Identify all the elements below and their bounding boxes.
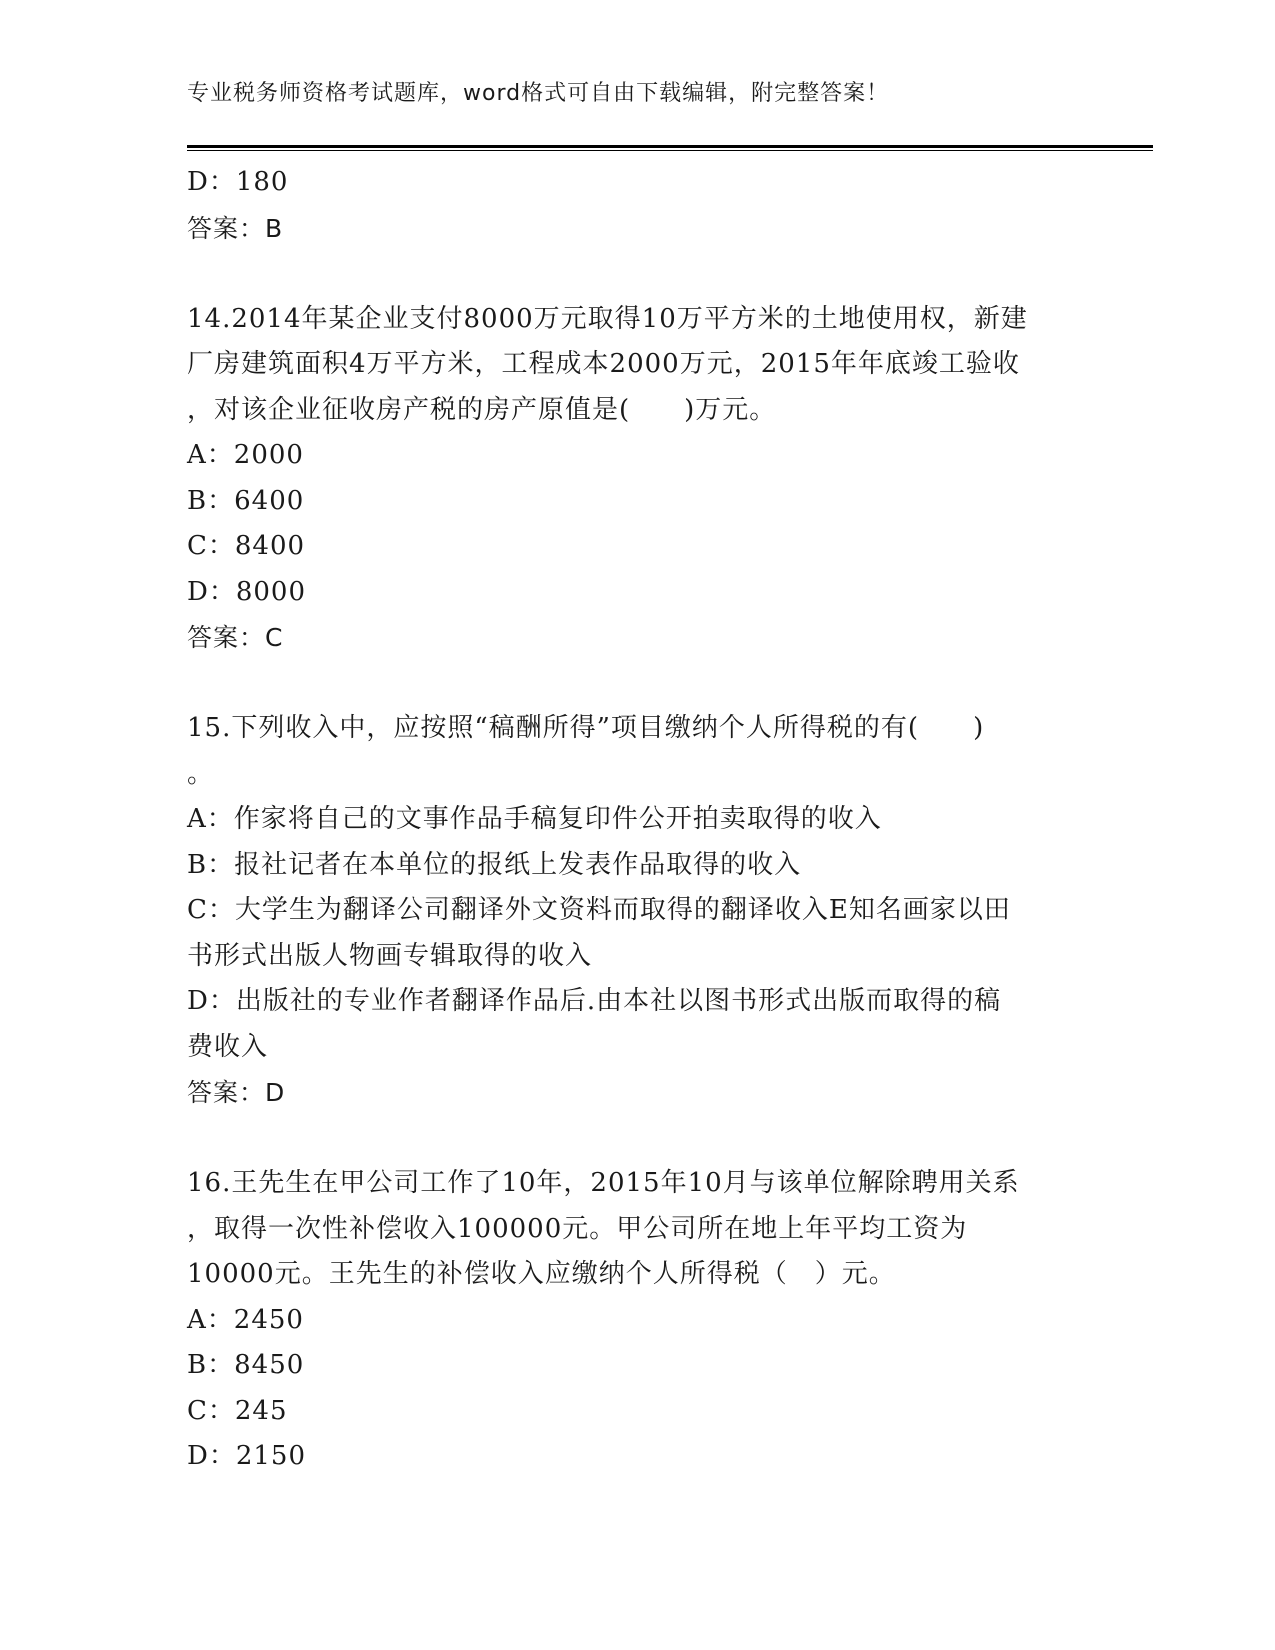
q14-text-line: 厂房建筑面积4万平方米，工程成本2000万元，2015年年底竣工验收 — [187, 349, 1020, 379]
q13-answer: 答案：B — [187, 213, 284, 243]
q15-option-d-cont: 费收入 — [187, 1031, 269, 1062]
q16-option-a: A：2450 — [187, 1304, 304, 1335]
q16-option-b: B：8450 — [187, 1350, 305, 1380]
q14-option-b: B：6400 — [187, 485, 305, 516]
page-header: 专业税务师资格考试题库，word格式可自由下载编辑，附完整答案！ — [187, 81, 890, 106]
q16-option-c: C：245 — [187, 1395, 288, 1426]
q14-option-d: D：8000 — [187, 576, 307, 607]
q14-option-c: C：8400 — [187, 531, 306, 561]
header-rule — [187, 145, 1153, 148]
q15-option-a: A：作家将自己的文事作品手稿复印件公开拍卖取得的收入 — [187, 804, 882, 834]
q16-option-d: D：2150 — [187, 1441, 307, 1471]
q14-text-line: ，对该企业征收房产税的房产原值是( )万元。 — [187, 394, 777, 425]
q16-text-line: ，取得一次性补偿收入100000元。甲公司所在地上年平均工资为 — [187, 1213, 968, 1244]
q15-text-line: 15.下列收入中，应按照“稿酬所得”项目缴纳个人所得税的有( ) — [187, 713, 985, 743]
q14-answer: 答案：C — [187, 623, 284, 652]
q15-option-d: D：出版社的专业作者翻译作品后.由本社以图书形式出版而取得的稿 — [187, 986, 1002, 1016]
q16-text-line: 16.王先生在甲公司工作了10年，2015年10月与该单位解除聘用关系 — [187, 1168, 1020, 1198]
q14-text-line: 14.2014年某企业支付8000万元取得10万平方米的土地使用权，新建 — [187, 303, 1028, 334]
question-content — [187, 160, 1087, 1480]
q15-option-c-cont: 书形式出版人物画专辑取得的收入 — [187, 940, 593, 971]
q15-answer: 答案：D — [187, 1078, 286, 1107]
q15-option-b: B：报社记者在本单位的报纸上发表作品取得的收入 — [187, 849, 802, 880]
q15-option-c: C：大学生为翻译公司翻译外文资料而取得的翻译收入E知名画家以田 — [187, 895, 1011, 925]
q16-text-line: 10000元。王先生的补偿收入应缴纳个人所得税（ ）元。 — [187, 1259, 896, 1289]
q15-text-line: 。 — [187, 758, 215, 789]
q14-option-a: A：2000 — [187, 440, 304, 470]
header-rule-thin — [187, 150, 1153, 151]
q13-option-d: D：180 — [187, 167, 289, 197]
